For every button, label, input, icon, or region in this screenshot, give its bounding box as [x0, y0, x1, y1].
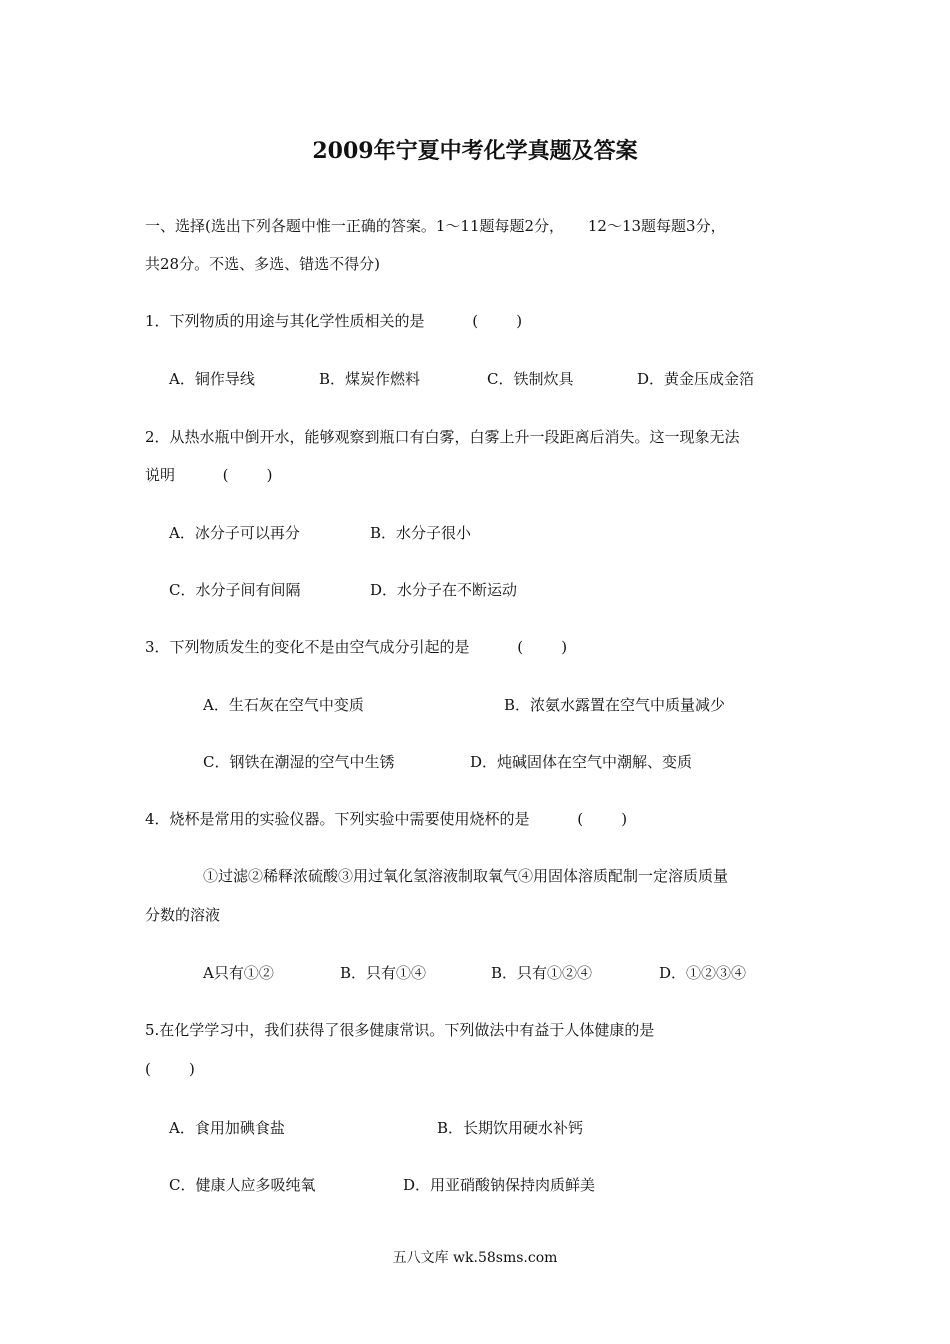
question-4-option-d: D．①②③④: [659, 964, 747, 982]
question-2-option-a: A．冰分子可以再分: [169, 524, 300, 542]
question-2-option-b: B．水分子很小: [370, 524, 472, 542]
question-1-option-a: A．铜作导线: [169, 370, 255, 388]
question-1-option-d: D．黄金压成金箔: [637, 370, 755, 388]
question-2-option-c: C．水分子间有间隔: [169, 581, 301, 599]
question-3-option-b: B．浓氨水露置在空气中质量减少: [504, 696, 726, 714]
question-4-option-c: B．只有①②④: [491, 964, 593, 982]
page-title: 2009年宁夏中考化学真题及答案: [312, 138, 638, 164]
question-2-stem-line-1: 2．从热水瓶中倒开水，能够观察到瓶口有白雾，白雾上升一段距离后消失。这一现象无法: [145, 428, 740, 446]
question-4-option-b: B．只有①④: [340, 964, 427, 982]
question-5-option-b: B．长期饮用硬水补钙: [437, 1119, 584, 1137]
question-2-option-d: D．水分子在不断运动: [370, 581, 518, 599]
question-1-stem: 1．下列物质的用途与其化学性质相关的是 ( ): [145, 312, 523, 330]
question-5-stem-line-1: 5.在化学学习中，我们获得了很多健康常识。下列做法中有益于人体健康的是: [145, 1021, 655, 1039]
question-1-option-b: B．煤炭作燃料: [319, 370, 421, 388]
page-footer: 五八文库 wk.58sms.com: [392, 1250, 558, 1266]
question-3-option-a: A．生石灰在空气中变质: [203, 696, 364, 714]
question-4-stem-line-1: 4．烧杯是常用的实验仪器。下列实验中需要使用烧杯的是 ( ): [145, 810, 628, 828]
question-3-stem: 3．下列物质发生的变化不是由空气成分引起的是 ( ): [145, 638, 568, 656]
instructions-line-1: 一、选择(选出下列各题中惟一正确的答案。1～11题每题2分， 12～13题每题3分，: [145, 217, 726, 235]
question-5-option-c: C．健康人应多吸纯氧: [169, 1176, 316, 1194]
question-1-option-c: C．铁制炊具: [487, 370, 574, 388]
question-3-option-d: D．炖碱固体在空气中潮解、变质: [470, 753, 693, 771]
instructions-line-2: 共28分。不选、多选、错选不得分): [145, 255, 380, 273]
question-4-stem-line-3: 分数的溶液: [145, 906, 221, 924]
question-3-option-c: C．钢铁在潮湿的空气中生锈: [203, 753, 395, 771]
question-5-stem-line-2: ( ): [145, 1060, 195, 1078]
question-5-option-a: A．食用加碘食盐: [169, 1119, 285, 1137]
question-4-stem-line-2: ①过滤②稀释浓硫酸③用过氧化氢溶液制取氧气④用固体溶质配制一定溶质质量: [203, 867, 729, 885]
question-4-option-a: A只有①②: [203, 964, 274, 982]
question-5-option-d: D．用亚硝酸钠保持肉质鲜美: [403, 1176, 596, 1194]
question-2-stem-line-2: 说明 ( ): [145, 466, 273, 484]
